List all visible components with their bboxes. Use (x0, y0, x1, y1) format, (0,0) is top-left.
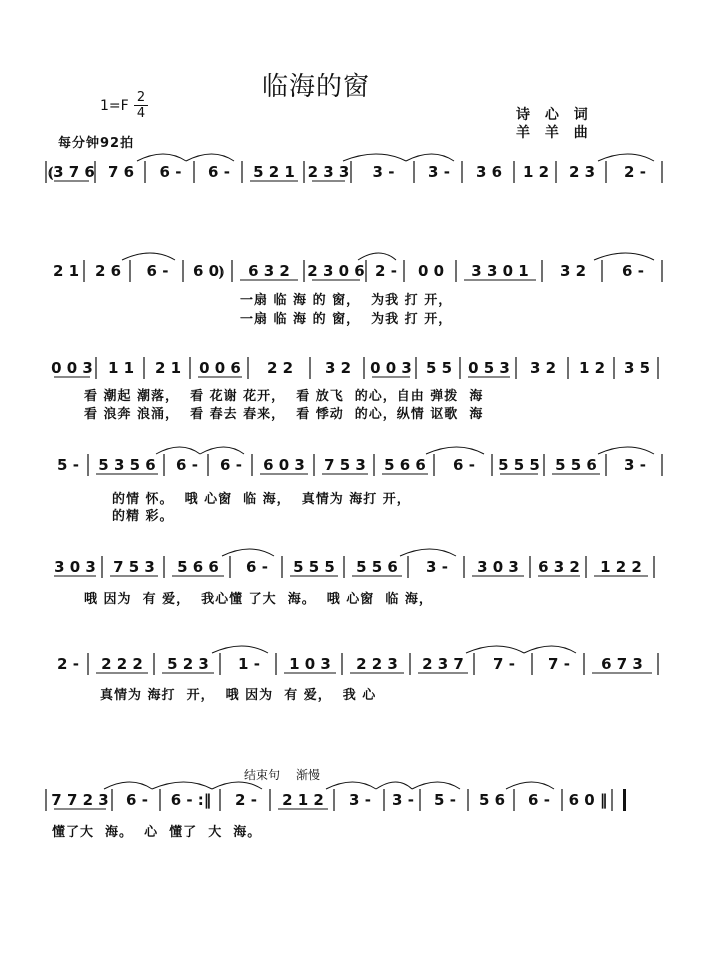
tie-arc (400, 549, 456, 556)
measure-notes: 6 3 2 (248, 262, 290, 280)
measure-notes: 2 3 (568, 163, 596, 181)
final-barline (623, 789, 626, 811)
measure-notes: 3 - (624, 456, 646, 474)
measure-notes: 6 - (159, 163, 182, 181)
measure-notes: 2 1 (52, 262, 80, 280)
measure-notes: 6 7 3 (601, 655, 643, 673)
measure-notes: 2 1 2 (282, 791, 324, 809)
measure-notes: 2 3 7 (422, 655, 464, 673)
measure-notes: 5 3 5 6 (98, 456, 156, 474)
measure-notes: 6 - (246, 558, 268, 576)
measure-notes: 1 2 (522, 163, 550, 181)
tie-arc (598, 447, 654, 454)
measure-notes: 5 5 (425, 359, 453, 377)
measure-notes: 0 0 3 (370, 359, 412, 377)
measure-notes: 2 2 2 (101, 655, 143, 673)
tie-arc (466, 646, 524, 653)
lyricist-credit: 诗 心 词 (516, 107, 593, 123)
measure-notes: ⦅3 7 6 (48, 163, 95, 181)
tie-arc (412, 782, 460, 789)
tie-arc (524, 646, 576, 653)
measure-notes: 3 6 (475, 163, 503, 181)
tie-arc (212, 646, 268, 653)
lyric-line: 看 潮起 潮落， 看 花谢 花开， 看 放飞 的心，自由 弹拨 海 (84, 389, 484, 404)
measure-notes: 6 - (220, 456, 242, 474)
composer-credit: 羊 羊 曲 (516, 125, 593, 141)
measure-notes: 7 5 3 (113, 558, 155, 576)
song-title: 临海的窗 (262, 72, 371, 102)
lyric-line: 哦 因为 有 爱， 我心懂 了大 海。 哦 心窗 临 海， (84, 592, 433, 607)
lyric-line: 的情 怀。 哦 心窗 临 海， 真情为 海打 开， (112, 492, 411, 507)
measure-notes: 3 - (349, 791, 371, 809)
lyric-line: 真情为 海打 开， 哦 因为 有 爱， 我 心 (100, 688, 377, 703)
measure-notes: 3 - (428, 163, 450, 181)
tie-arc (104, 782, 152, 789)
measure-notes: 5 - (57, 456, 79, 474)
measure-notes: 3 2 (559, 262, 587, 280)
time-signature-bottom: 4 (134, 105, 148, 121)
measure-notes: 3 0 3 (54, 558, 96, 576)
measure-notes: 6 - (176, 456, 198, 474)
measure-notes: 2 2 (266, 359, 294, 377)
lyric-line: 懂了大 海。 心 懂了 大 海。 (52, 825, 262, 840)
measure-notes: 1 1 (107, 359, 135, 377)
measure-notes: 5 5 5 (293, 558, 335, 576)
measure-notes: 6 - (208, 163, 230, 181)
measure-notes: 5 2 1 (253, 163, 295, 181)
measure-notes: 1 2 (578, 359, 606, 377)
measure-notes: 1 - (238, 655, 260, 673)
measure-notes: 3 - (392, 791, 414, 809)
measure-notes: 2 2 3 (356, 655, 398, 673)
measure-notes: 7 7 2 3 (51, 791, 109, 809)
ritardando-label: 渐慢 (296, 768, 321, 782)
tie-arc (137, 154, 186, 161)
lyric-line: 看 浪奔 浪涌， 看 春去 春来， 看 悸动 的心，纵情 讴歌 海 (84, 407, 484, 422)
measure-notes: 2 3 3 (307, 163, 350, 181)
ending-phrase-label: 结束句 (244, 768, 281, 782)
measure-notes: 5 6 6 (177, 558, 219, 576)
measure-notes: 2 1 (154, 359, 182, 377)
measure-notes: 3 - (426, 558, 448, 576)
measure-notes: 3 2 (529, 359, 557, 377)
tie-arc (200, 447, 244, 454)
tie-arc (358, 253, 396, 260)
measure-notes: 3 - (372, 163, 395, 181)
measure-notes: 2 - (624, 163, 646, 181)
measure-notes: 7 6 (107, 163, 135, 181)
tie-arc (122, 253, 175, 260)
measure-notes: 5 6 6 (384, 456, 426, 474)
tie-arc (326, 782, 376, 789)
measure-notes: 3 5 (623, 359, 651, 377)
tie-arc (152, 782, 212, 789)
tie-arc (156, 447, 200, 454)
tie-arc (376, 782, 412, 789)
tie-arc (598, 154, 654, 161)
lyric-line: 的精 彩。 (112, 509, 174, 524)
measure-notes: 6 0⦆ (192, 262, 225, 280)
measure-notes: 2 - (235, 791, 257, 809)
measure-notes: 7 - (548, 655, 570, 673)
measure-notes: 3 3 0 1 (471, 262, 529, 280)
measure-notes: 1 0 3 (289, 655, 331, 673)
tie-arc (222, 549, 274, 556)
tie-arc (406, 154, 454, 161)
measure-notes: 7 5 3 (324, 456, 366, 474)
measure-notes: 6 - (146, 262, 169, 280)
measure-notes: 6 - (453, 456, 475, 474)
measure-notes: 0 0 3 (51, 359, 93, 377)
measure-notes: 6 - (126, 791, 148, 809)
tie-arc (343, 154, 406, 161)
tie-arc (212, 782, 262, 789)
measure-notes: 5 6 (478, 791, 506, 809)
key-signature: 1=F (100, 98, 129, 114)
measure-notes: 5 2 3 (167, 655, 209, 673)
lyric-line: 一扇 临 海 的 窗， 为我 打 开， (240, 293, 453, 308)
measure-notes: 2 6 (94, 262, 122, 280)
time-signature-top: 2 (136, 90, 146, 105)
measure-notes: 5 - (434, 791, 456, 809)
measure-notes: 6 3 2 (538, 558, 580, 576)
tie-arc (594, 253, 654, 260)
measure-notes: 2 - (375, 262, 397, 280)
measure-notes: 0 5 3 (468, 359, 510, 377)
tempo-marking: 每分钟92拍 (58, 136, 135, 151)
measure-notes: 6 - (528, 791, 550, 809)
measure-notes: 3 2 (324, 359, 352, 377)
tie-arc (506, 782, 554, 789)
measure-notes: 3 0 3 (477, 558, 519, 576)
measure-notes: 5 5 6 (555, 456, 597, 474)
measure-notes: 6 0 3 (263, 456, 305, 474)
measure-notes: 0 0 6 (199, 359, 241, 377)
measure-notes: 5 5 5 (498, 456, 540, 474)
tie-arc (186, 154, 234, 161)
measure-notes: 6 0 ‖ (568, 791, 608, 809)
lyric-line: 一扇 临 海 的 窗， 为我 打 开， (240, 312, 453, 327)
measure-notes: 6 - (622, 262, 644, 280)
measure-notes: 1 2 2 (600, 558, 642, 576)
measure-notes: 0 0 (417, 262, 445, 280)
tie-arc (426, 447, 484, 454)
measure-notes: 2 - (57, 655, 79, 673)
measure-notes: 6 - :‖ (170, 791, 212, 809)
measure-notes: 7 - (493, 655, 515, 673)
measure-notes: 5 5 6 (356, 558, 398, 576)
measure-notes: 2 3 0 6 (307, 262, 365, 280)
